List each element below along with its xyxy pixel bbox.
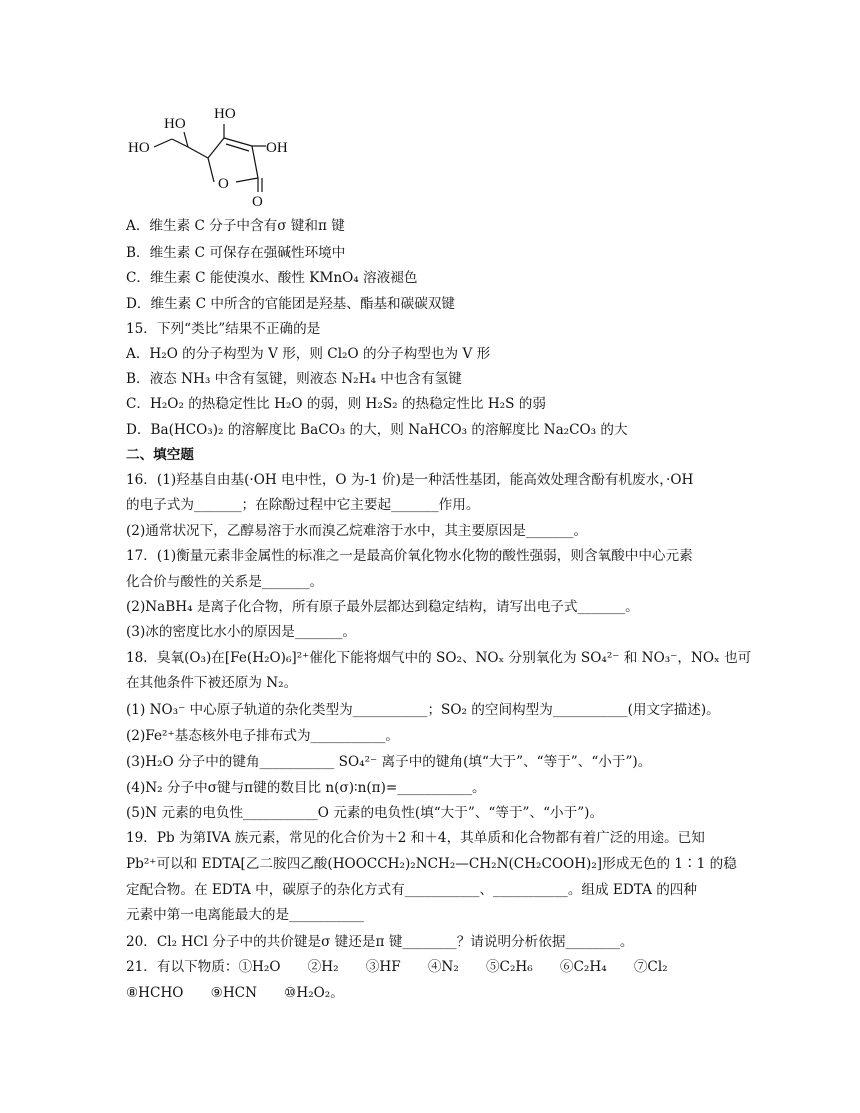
text-line: Pb²⁺可以和 EDTA[乙二胺四乙酸(HOOCCH₂)₂NCH₂—CH₂N(CH₂COOH)₂]形成无色的 1∶1 的稳: [126, 856, 737, 872]
text-line: C．H₂O₂ 的热稳定性比 H₂O 的弱，则 H₂S₂ 的热稳定性比 H₂S 的弱: [126, 396, 546, 412]
text-line: (5)N 元素的电负性___________O 元素的电负性(填“大于”、“等于”、“小于”)。: [126, 805, 604, 821]
text-line: (2)Fe²⁺基态核外电子排布式为___________。: [126, 728, 399, 744]
ring-oxygen-label: O: [218, 176, 229, 192]
text-line: (4)N₂ 分子中σ键与π键的数目比 n(σ)∶n(π)=___________。: [126, 780, 486, 796]
text-line: 的电子式为_______；在除酚过程中它主要起_______作用。: [126, 497, 480, 513]
carbonyl-oxygen-label: O: [252, 194, 263, 210]
ho-left-label: HO: [128, 140, 150, 156]
vitamin-c-structure: [118, 102, 318, 212]
ho-top-label: HO: [214, 106, 236, 122]
text-line: 15．下列“类比”结果不正确的是: [126, 321, 321, 337]
ho-side-chain-label: HO: [164, 116, 186, 132]
text-line: D．Ba(HCO₃)₂ 的溶解度比 BaCO₃ 的大，则 NaHCO₃ 的溶解度比 Na₂CO₃ 的大: [126, 422, 628, 438]
text-line: B．液态 NH₃ 中含有氢键，则液态 N₂H₄ 中也含有氢键: [126, 371, 462, 387]
text-line: 20．Cl₂ HCl 分子中的共价键是σ 键还是π 键________？请说明分析依据________。: [126, 934, 634, 950]
text-line: 21．有以下物质：①H₂O ②H₂ ③HF ④N₂ ⑤C₂H₆ ⑥C₂H₄ ⑦Cl₂: [126, 959, 668, 975]
text-line: A．H₂O 的分子构型为 V 形，则 Cl₂O 的分子构型也为 V 形: [126, 346, 491, 362]
text-line: C．维生素 C 能使溴水、酸性 KMnO₄ 溶液褪色: [126, 270, 418, 286]
text-line: (2)NaBH₄ 是离子化合物，所有原子最外层都达到稳定结构，请写出电子式_______。: [126, 599, 639, 615]
text-line: 18．臭氧(O₃)在[Fe(H₂O)₆]²⁺催化下能将烟气中的 SO₂、NOₓ 分别氧化为 SO₄²⁻ 和 NO₃⁻，NOₓ 也可: [126, 650, 752, 666]
text-line: (3)冰的密度比水小的原因是_______。: [126, 624, 356, 640]
text-line: (3)H₂O 分子中的键角___________ SO₄²⁻ 离子中的键角(填“大于”、“等于”、“小于”)。: [126, 754, 652, 770]
text-line: 17．(1)衡量元素非金属性的标准之一是最高价氧化物水化物的酸性强弱，则含氧酸中中心元素: [126, 548, 693, 564]
text-line: D．维生素 C 中所含的官能团是羟基、酯基和碳碳双键: [126, 296, 456, 312]
text-line: 化合价与酸性的关系是_______。: [126, 574, 324, 590]
text-line: 二、填空题: [126, 447, 194, 463]
text-line: ⑧HCHO ⑨HCN ⑩H₂O₂。: [126, 985, 344, 1001]
text-line: 定配合物。在 EDTA 中，碳原子的杂化方式有___________、___________。组成 EDTA 的四种: [126, 882, 697, 898]
text-line: 16．(1)羟基自由基(·OH 电中性，O 为-1 价)是一种活性基团，能高效处理含酚有机废水，·OH: [126, 472, 694, 488]
text-line: (1) NO₃⁻ 中心原子轨道的杂化类型为___________；SO₂ 的空间构型为___________(用文字描述)。: [126, 702, 720, 718]
text-line: A．维生素 C 分子中含有σ 键和π 键: [126, 218, 345, 234]
text-line: 在其他条件下被还原为 N₂。: [126, 675, 298, 691]
text-line: 19．Pb 为第IVA 族元素，常见的化合价为＋2 和＋4，其单质和化合物都有着广泛的用途。已知: [126, 830, 705, 846]
oh-right-label: OH: [266, 140, 288, 156]
text-line: (2)通常状况下，乙醇易溶于水而溴乙烷难溶于水中，其主要原因是_______。: [126, 523, 588, 539]
text-line: 元素中第一电离能最大的是___________: [126, 907, 364, 923]
text-line: B．维生素 C 可保存在强碱性环境中: [126, 245, 346, 261]
